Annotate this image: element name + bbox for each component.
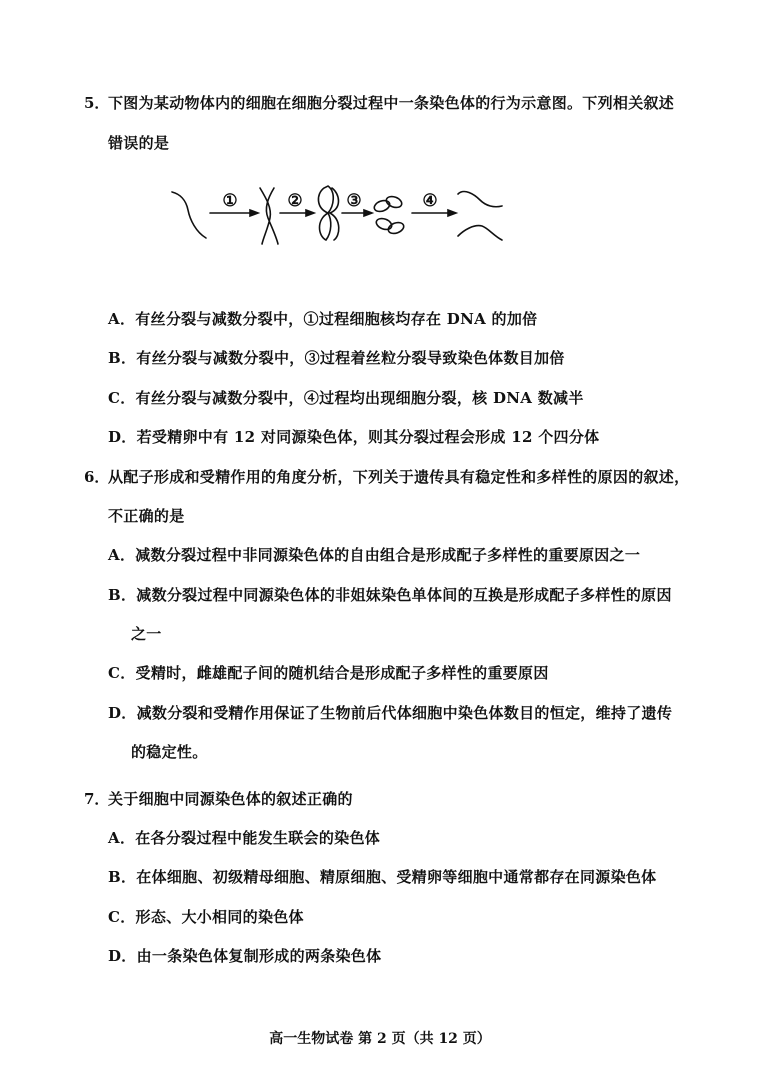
option-text: 减数分裂过程中非同源染色体的自由组合是形成配子多样性的重要原因之一 [135,546,641,564]
question-5-stem-line-2: 错误的是 [108,134,170,152]
question-7-option-c [108,906,304,927]
question-6-stem-line-2: 不正确的是 [108,507,185,525]
question-6-number: 6． [84,468,110,486]
question-6-option-d [108,702,672,723]
option-text: 若受精卵中有 12 对同源染色体，则其分裂过程会形成 12 个四分体 [136,428,600,446]
arrow-4-head [448,210,456,216]
option-label: B． [108,586,137,604]
option-label: D． [108,947,137,965]
question-7-stem: 关于细胞中同源染色体的叙述正确的 [108,790,353,808]
question-7-option-d [108,945,381,966]
question-5-number: 5． [84,94,110,112]
step-2-label: ② [287,191,303,211]
question-6-option-b [108,584,672,605]
question-5-stem-line-1: 下图为某动物体内的细胞在细胞分裂过程中一条染色体的行为示意图。下列相关叙述 [108,94,675,112]
step-4-label: ④ [422,191,438,211]
option-text: 有丝分裂与减数分裂中，③过程着丝粒分裂导致染色体数目加倍 [136,349,565,367]
question-7-number: 7． [84,790,110,808]
page-footer: 高一生物试卷 第 2 页（共 12 页） [269,1031,491,1047]
chromatid-petal [375,217,393,232]
chromatid-petal [373,199,391,214]
option-label: C． [108,908,136,926]
question-5-option-d [108,426,599,447]
option-text: 有丝分裂与减数分裂中，④过程均出现细胞分裂，核 DNA 数减半 [135,389,584,407]
question-7-option-b [108,866,657,887]
question-5-option-a [108,308,537,329]
option-text: 减数分裂过程中同源染色体的非姐妹染色单体间的互换是形成配子多样性的原因 [136,586,672,604]
option-text: 减数分裂和受精作用保证了生物前后代体细胞中染色体数目的恒定，维持了遗传 [136,704,673,722]
question-6-stem-line-1: 从配子形成和受精作用的角度分析，下列关于遗传具有稳定性和多样性的原因的叙述， [108,468,690,486]
option-label: A． [108,310,136,328]
chromosome-behavior-diagram [168,180,508,250]
option-label: C． [108,664,136,682]
option-label: B． [108,349,137,367]
step-3-label: ③ [346,191,362,211]
option-label: B． [108,868,137,886]
option-label: A． [108,829,136,847]
option-text: 受精时，雌雄配子间的随机结合是形成配子多样性的重要原因 [135,664,549,682]
arrow-2-head [306,210,314,216]
step-1-label: ① [222,191,238,211]
option-text: 有丝分裂与减数分裂中，①过程细胞核均存在 DNA 的加倍 [135,310,538,328]
question-6-option-d-continued: 的稳定性。 [131,743,208,761]
question-5-option-c [108,387,584,408]
question-6-option-a [108,544,640,565]
option-label: A． [108,546,136,564]
option-label: D． [108,428,137,446]
question-7-option-a [108,827,380,848]
question-6-option-c [108,662,549,683]
option-label: D． [108,704,137,722]
daughter-chromosome-top [458,192,502,207]
option-text: 在各分裂过程中能发生联会的染色体 [135,829,381,847]
question-6-option-b-continued: 之一 [131,625,162,643]
option-text: 形态、大小相同的染色体 [135,908,304,926]
arrow-3-head [364,210,372,216]
chromosome-replicated [260,188,278,244]
option-text: 由一条染色体复制形成的两条染色体 [136,947,382,965]
chromosome-condensed [318,186,338,240]
option-label: C． [108,389,136,407]
question-5-option-b [108,347,565,368]
option-text: 在体细胞、初级精母细胞、精原细胞、受精卵等细胞中通常都存在同源染色体 [136,868,657,886]
chromosome-unreplicated [172,192,206,238]
arrow-1-head [250,210,258,216]
daughter-chromosome-bottom [458,226,502,240]
